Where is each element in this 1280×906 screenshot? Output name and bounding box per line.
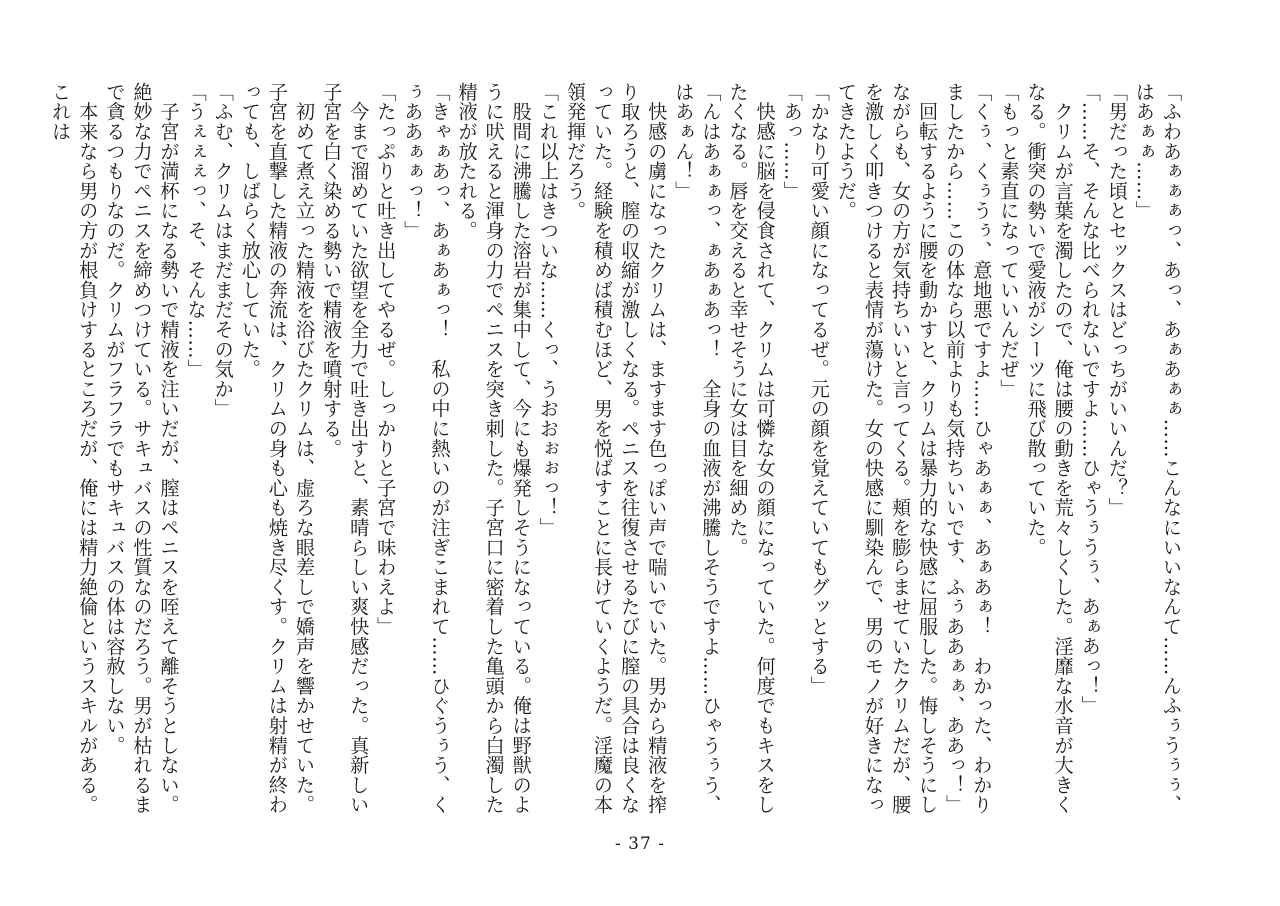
paragraph: 「もっと素直になっていいんだぜ」 (997, 82, 1021, 399)
paragraph: 「くぅ、くぅうぅ、意地悪ですよ……ひゃあぁぁ、あぁあぁ！ わかった、わかりましたから……この体なら以前よりも気持ちいいです、ふぅああぁぁ、ああっ！」 (943, 82, 994, 815)
paragraph: 今まで溜めていた欲望を全力で吐き出すと、素晴らしい爽快感だった。真新しい子宮を白く染める勢いで精液を噴射する。 (320, 82, 371, 815)
paragraph: 「ふわあぁぁぁっ、あっ、あぁあぁぁ……こんなにいいなんて……んふぅうぅぅ、はあぁぁ……」 (1132, 82, 1183, 815)
paragraph: 回転するように腰を動かすと、クリムは暴力的な快感に屈服した。悔しそうにしながらも、女の方が気持ちいいと言ってくる。頬を膨らませていたクリムだが、腰を激しく叩きつけると表情が蕩けた。女の快感に馴染んで、男のモノが好きになってきたようだ。 (834, 82, 940, 815)
vertical-text-body (49, 82, 1185, 822)
paragraph: 快感に脳を侵食されて、クリムは可憐な女の顔になっていた。何度でもキスをしたくなる。唇を交えると幸せそうに女は目を細めた。 (726, 82, 777, 815)
paragraph: 「ふむ、クリムはまだまだその気か」 (211, 82, 235, 419)
paragraph: 「かなり可愛い顔になってるぜ。元の顔を覚えていてもグッとする」 (807, 82, 831, 696)
paragraph: 「んはあぁぁっ、ぁあぁあっ！ 全身の血液が沸騰しそうですよ……ひゃうぅう、はあぁん！」 (672, 82, 723, 815)
paragraph: 「あっ……」 (780, 82, 804, 201)
paragraph: 「……そ、そんな比べられないですよ……ひゃうぅうぅ、あぁあっ！」 (1078, 82, 1102, 716)
paragraph: 「きゃぁあっ、あぁあぁっ！ 私の中に熱いのが注ぎこまれて……ひぐうぅう、くぅああぁぁっ！」 (401, 82, 452, 815)
paragraph: 「うぇぇぇっ、そ、そんな……」 (184, 82, 208, 379)
paragraph: 「男だった頃とセックスはどっちがいいんだ？」 (1105, 82, 1129, 518)
paragraph: 股間に沸騰した溶岩が集中して、今にも爆発しそうになっている。俺は野獣のように吠えると渾身の力でペニスを突き刺した。子宮口に密着した亀頭から白濁した精液が放たれる。 (455, 82, 533, 815)
paragraph: 子宮が満杯になる勢いで精液を注いだが、膣はペニスを咥えて離そうとしない。絶妙な力でペニスを締めつけている。サキュバスの性質なのだろう。男が枯れるまで貪るつもりなのだ。クリムがフラフラでもサキュバスの体は容赦しない。 (103, 82, 181, 815)
paragraph: 「たっぷりと吐き出してやるぜ。しっかりと子宮で味わえよ」 (374, 82, 398, 637)
paragraph: 本来なら男の方が根負けするところだが、俺には精力絶倫というスキルがある。これは (49, 82, 100, 815)
paragraph: 初めて煮え立った精液を浴びたクリムは、虚ろな眼差しで嬌声を響かせていた。子宮を直撃した精液の奔流は、クリムの身も心も焼き尽くす。クリムは射精が終わっても、しばらく放心していた。 (238, 82, 316, 815)
page-number: - 37 - (615, 834, 665, 854)
paragraph: クリムが言葉を濁したので、俺は腰の動きを荒々しくした。淫靡な水音が大きくなる。衝突の勢いで愛液がシーツに飛び散っていた。 (1024, 82, 1075, 815)
paragraph: 快感の虜になったクリムは、ますます色っぽい声で喘いでいた。男から精液を搾り取ろうと、膣の収縮が激しくなる。ペニスを往復させるたびに膣の具合は良くなっていた。経験を積めば積むほど、男を悦ばすことに長けていくようだ。淫魔の本領発揮だろう。 (563, 82, 669, 815)
paragraph: 「これ以上はきついな……くっ、うおおぉぉっ！」 (536, 82, 560, 538)
